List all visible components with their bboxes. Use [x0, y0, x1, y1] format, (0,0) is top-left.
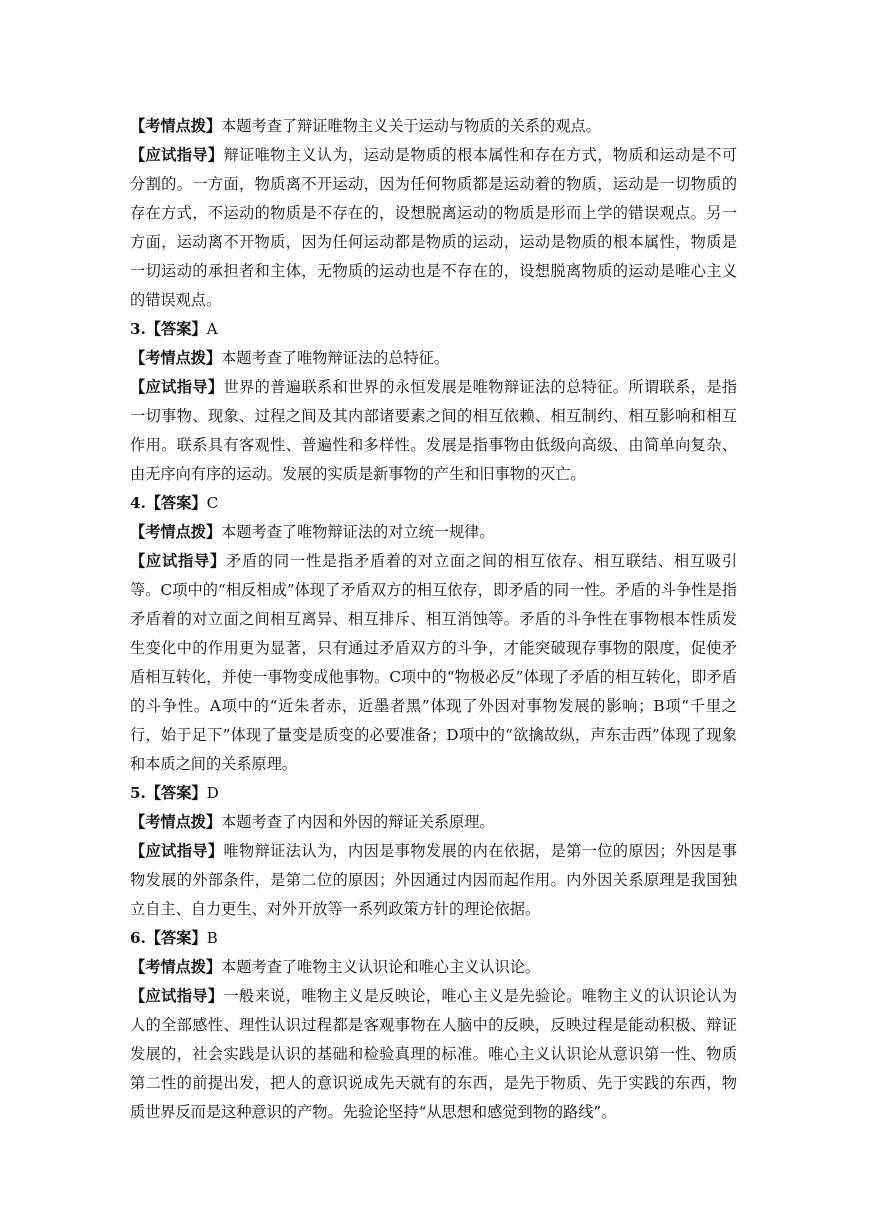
question-number: 6. [130, 929, 146, 947]
guide-text: 一般来说，唯物主义是反映论，唯心主义是先验论。唯物主义的认识论认为人的全部感性、理性认识过程都是客观事物在人脑中的反映，反映过程是能动积极、辩证发展的，社会实践是认识的基础和检验真理的标准。唯心主义认识论从意识第一性、物质第二性的前提出发，把人的意识说成先天就有的东西，是先于物质、先于实践的东西，物质世界反而是这种意识的产物。先验论坚持“从思想和感觉到物的路线”。 [130, 987, 738, 1121]
analysis-paragraph [130, 953, 737, 982]
answer-tag: 【答案】 [145, 494, 207, 512]
guide-paragraph [130, 982, 737, 1127]
answer-line [130, 779, 737, 808]
analysis-paragraph [130, 344, 737, 373]
guide-text: 辩证唯物主义认为，运动是物质的根本属性和存在方式，物质和运动是不可分割的。一方面，物质离不开运动，因为任何物质都是运动着的物质，运动是一切物质的存在方式，不运动的物质是不存在的，设想脱离运动的物质是形而上学的错误观点。另一方面，运动离不开物质，因为任何运动都是物质的运动，运动是物质的根本属性，物质是一切运动的承担者和主体，无物质的运动也是不存在的，设想脱离物质的运动是唯心主义的错误观点。 [130, 146, 738, 309]
answer-value: C [206, 494, 219, 512]
analysis-text: 本题考查了唯物主义认识论和唯心主义认识论。 [221, 958, 541, 976]
analysis-paragraph [130, 808, 737, 837]
guide-tag: 【应试指导】 [130, 987, 224, 1005]
analysis-text: 本题考查了唯物辩证法的总特征。 [221, 349, 449, 367]
analysis-tag: 【考情点拨】 [130, 813, 222, 831]
answer-tag: 【答案】 [145, 784, 207, 802]
analysis-paragraph [130, 518, 737, 547]
guide-tag: 【应试指导】 [130, 378, 224, 396]
guide-paragraph [130, 837, 737, 924]
answer-line [130, 315, 737, 344]
answer-line [130, 924, 737, 953]
guide-tag: 【应试指导】 [130, 552, 226, 570]
guide-paragraph [130, 547, 737, 779]
analysis-tag: 【考情点拨】 [130, 349, 222, 367]
analysis-tag: 【考情点拨】 [130, 523, 222, 541]
answer-value: B [206, 929, 218, 947]
guide-paragraph [130, 141, 737, 315]
guide-paragraph [130, 373, 737, 489]
guide-tag: 【应试指导】 [130, 146, 224, 164]
analysis-text: 本题考查了唯物辩证法的对立统一规律。 [221, 523, 495, 541]
answer-value: D [206, 784, 219, 802]
guide-tag: 【应试指导】 [130, 842, 224, 860]
answer-tag: 【答案】 [145, 320, 207, 338]
analysis-tag: 【考情点拨】 [130, 117, 222, 135]
question-number: 4. [130, 494, 146, 512]
analysis-paragraph [130, 112, 737, 141]
answer-line [130, 489, 737, 518]
answer-value: A [206, 320, 218, 338]
guide-text: 矛盾的同一性是指矛盾着的对立面之间的相互依存、相互联结、相互吸引等。C项中的“相反相成”体现了矛盾双方的相互依存，即矛盾的同一性。矛盾的斗争性是指矛盾着的对立面之间相互离异、相互排斥、相互消蚀等。矛盾的斗争性在事物根本性质发生变化中的作用更为显著，只有通过矛盾双方的斗争，才能突破现存事物的限度，促使矛盾相互转化，并使一事物变成他事物。C项中的“物极必反”体现了矛盾的相互转化，即矛盾的斗争性。A项中的“近朱者赤，近墨者黑”体现了外因对事物发展的影响；B项“千里之行，始于足下”体现了量变是质变的必要准备；D项中的“欲擒故纵，声东击西”体现了现象和本质之间的关系原理。 [130, 552, 738, 773]
question-number: 5. [130, 784, 146, 802]
question-number: 3. [130, 320, 146, 338]
answer-tag: 【答案】 [145, 929, 207, 947]
analysis-tag: 【考情点拨】 [130, 958, 222, 976]
analysis-text: 本题考查了辩证唯物主义关于运动与物质的关系的观点。 [221, 117, 601, 135]
guide-text: 唯物辩证法认为，内因是事物发展的内在依据，是第一位的原因；外因是事物发展的外部条件，是第二位的原因；外因通过内因而起作用。内外因关系原理是我国独立自主、自力更生、对外开放等一系列政策方针的理论依据。 [130, 842, 738, 918]
guide-text: 世界的普遍联系和世界的永恒发展是唯物辩证法的总特征。所谓联系，是指一切事物、现象、过程之间及其内部诸要素之间的相互依赖、相互制约、相互影响和相互作用。联系具有客观性、普遍性和多样性。发展是指事物由低级向高级、由简单向复杂、由无序向有序的运动。发展的实质是新事物的产生和旧事物的灭亡。 [130, 378, 738, 483]
analysis-text: 本题考查了内因和外因的辩证关系原理。 [221, 813, 495, 831]
